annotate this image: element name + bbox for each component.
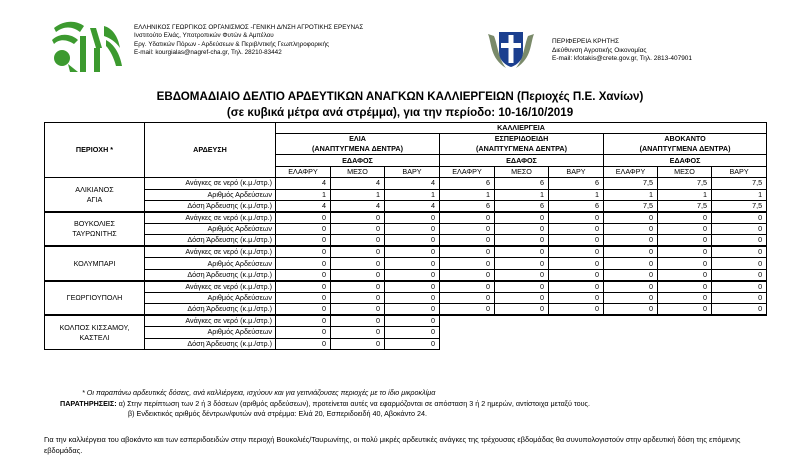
- value-cell: 0: [604, 269, 658, 281]
- value-cell: 0: [440, 246, 495, 258]
- table-row: [45, 281, 767, 293]
- soil-light: ΕΛΑΦΡΥ: [440, 166, 495, 177]
- value-cell: 0: [495, 223, 549, 234]
- bulletin-subtitle: (σε κυβικά μέτρα ανά στρέμμα), για την περίοδο: 10-16/10/2019: [226, 106, 574, 119]
- empty-cell: [549, 338, 604, 349]
- value-cell: 0: [440, 304, 495, 316]
- row-label: Αριθμός Αρδεύσεων: [145, 292, 276, 303]
- crops-header: ΚΑΛΛΙΕΡΓΕΙΑ: [276, 123, 767, 134]
- value-cell: 0: [712, 212, 767, 224]
- value-cell: 0: [276, 292, 331, 303]
- value-cell: 0: [440, 212, 495, 224]
- value-cell: 0: [440, 258, 495, 269]
- table-row: [45, 189, 767, 200]
- org-line-2: Ινστιτούτο Ελιάς, Υποτροπικών Φυτών & Αμπέλου: [134, 32, 274, 40]
- region-line-3: E-mail: kfotakis@crete.gov.gr, Τηλ. 2813-407901: [552, 55, 693, 63]
- value-cell: 0: [658, 246, 712, 258]
- value-cell: 6: [549, 200, 604, 212]
- value-cell: 0: [658, 304, 712, 316]
- value-cell: 0: [385, 269, 440, 281]
- value-cell: 0: [495, 235, 549, 247]
- value-cell: 0: [385, 338, 440, 349]
- value-cell: 1: [549, 189, 604, 200]
- value-cell: 0: [712, 269, 767, 281]
- remarks-label: ΠΑΡΑΤΗΡΗΣΕΙΣ:: [60, 398, 117, 408]
- value-cell: 0: [385, 223, 440, 234]
- value-cell: 0: [385, 292, 440, 303]
- value-cell: 7,5: [604, 178, 658, 189]
- value-cell: 0: [385, 281, 440, 293]
- table-row: [45, 315, 767, 327]
- region-name: [45, 212, 145, 246]
- value-cell: 1: [440, 189, 495, 200]
- soil-medium: ΜΕΣΟ: [331, 166, 385, 177]
- empty-cell: [495, 338, 549, 349]
- soil-header: ΕΔΑΦΟΣ: [440, 155, 604, 166]
- value-cell: 0: [604, 223, 658, 234]
- value-cell: 7,5: [712, 178, 767, 189]
- notes: [60, 388, 590, 420]
- table-row: [45, 235, 767, 247]
- value-cell: 1: [495, 189, 549, 200]
- value-cell: 0: [331, 338, 385, 349]
- value-cell: 0: [658, 269, 712, 281]
- value-cell: 4: [331, 178, 385, 189]
- value-cell: 6: [495, 178, 549, 189]
- table-row: [45, 269, 767, 281]
- value-cell: 0: [276, 235, 331, 247]
- row-label: Αριθμός Αρδεύσεων: [145, 327, 276, 338]
- value-cell: 6: [549, 178, 604, 189]
- table-row: [45, 304, 767, 316]
- value-cell: 0: [385, 212, 440, 224]
- empty-cell: [549, 315, 604, 327]
- table-row: [45, 292, 767, 303]
- value-cell: 0: [385, 258, 440, 269]
- table-row: [45, 178, 767, 189]
- empty-cell: [604, 315, 658, 327]
- value-cell: 0: [276, 327, 331, 338]
- star-note: * Οι παραπάνω αρδευτικές δόσεις, ανά καλλιέργεια, ισχύουν και για γειτνιάζουσες περιοχές με το ίδιο μικροκλίμα: [82, 388, 436, 397]
- irrigation-table: [44, 122, 767, 350]
- region-name: [45, 281, 145, 315]
- region-name-line: ΑΛΙΚΙΑΝΟΣ: [75, 184, 114, 194]
- value-cell: 0: [331, 246, 385, 258]
- value-cell: 0: [385, 304, 440, 316]
- row-label: Δόση Άρδευσης (κ.μ./στρ.): [145, 235, 276, 247]
- region-name: [45, 315, 145, 349]
- empty-cell: [495, 327, 549, 338]
- empty-cell: [604, 338, 658, 349]
- value-cell: 4: [276, 200, 331, 212]
- crop-olive: [276, 134, 440, 155]
- value-cell: 0: [658, 281, 712, 293]
- row-label: Αριθμός Αρδεύσεων: [145, 258, 276, 269]
- region-name: [45, 246, 145, 280]
- value-cell: 0: [331, 304, 385, 316]
- crop-avocado: [604, 134, 767, 155]
- value-cell: 0: [604, 292, 658, 303]
- empty-cell: [495, 315, 549, 327]
- row-label: Ανάγκες σε νερό (κ.μ./στρ.): [145, 212, 276, 224]
- row-label: Ανάγκες σε νερό (κ.μ./στρ.): [145, 281, 276, 293]
- value-cell: 0: [712, 246, 767, 258]
- table-row: [45, 246, 767, 258]
- value-cell: 1: [276, 189, 331, 200]
- value-cell: 0: [385, 235, 440, 247]
- value-cell: 0: [276, 212, 331, 224]
- region-name-line: ΚΟΛΥΜΠΑΡΙ: [73, 258, 116, 268]
- header-right-text: [552, 38, 692, 64]
- remark-a-line: [60, 399, 590, 410]
- soil-medium: ΜΕΣΟ: [658, 166, 712, 177]
- crop-sub: (ΑΝΑΠΤΥΓΜΕΝΑ ΔΕΝΤΡΑ): [312, 144, 403, 154]
- row-label: Δόση Άρδευσης (κ.μ./στρ.): [145, 200, 276, 212]
- region-name-line: ΤΑΥΡΩΝΙΤΗΣ: [72, 229, 117, 239]
- row-label: Ανάγκες σε νερό (κ.μ./στρ.): [145, 178, 276, 189]
- value-cell: 0: [495, 246, 549, 258]
- soil-heavy: ΒΑΡΥ: [549, 166, 604, 177]
- table-row: [45, 200, 767, 212]
- crop-sub: (ΑΝΑΠΤΥΓΜΕΝΑ ΔΕΝΤΡΑ): [476, 144, 567, 154]
- value-cell: 0: [331, 269, 385, 281]
- value-cell: 0: [440, 269, 495, 281]
- value-cell: 0: [658, 235, 712, 247]
- value-cell: 0: [658, 292, 712, 303]
- value-cell: 0: [495, 258, 549, 269]
- remark-b: β) Ενδεικτικός αριθμός δέντρων/φυτών ανά στρέμμα: Ελιά 20, Εσπεριδοειδή 40, Αβοκάντο 24.: [128, 409, 427, 418]
- value-cell: 0: [276, 281, 331, 293]
- bulletin-title: ΕΒΔΟΜΑΔΙΑΙΟ ΔΕΛΤΙΟ ΑΡΔΕΥΤΙΚΩΝ ΑΝΑΓΚΩΝ ΚΑΛΛΙΕΡΓΕΙΩΝ (Περιοχές Π.Ε. Χανίων): [156, 90, 644, 103]
- region-line-2: Διεύθυνση Αγροτικής Οικονομίας: [552, 46, 647, 54]
- value-cell: 0: [495, 292, 549, 303]
- value-cell: 0: [276, 315, 331, 327]
- crop-sub: (ΑΝΑΠΤΥΓΜΕΝΑ ΔΕΝΤΡΑ): [639, 144, 731, 154]
- table-row: [45, 223, 767, 234]
- greek-emblem: [482, 28, 540, 72]
- row-label: Δόση Άρδευσης (κ.μ./στρ.): [145, 304, 276, 316]
- region-name-line: ΒΟΥΚΟΛΙΕΣ: [73, 219, 115, 229]
- value-cell: 0: [276, 269, 331, 281]
- table-row: [45, 258, 767, 269]
- region-line-1: ΠΕΡΙΦΕΡΕΙΑ ΚΡΗΤΗΣ: [552, 38, 619, 45]
- empty-cell: [658, 327, 712, 338]
- col-header-region: ΠΕΡΙΟΧΗ *: [45, 123, 145, 178]
- value-cell: 0: [549, 269, 604, 281]
- row-label: Ανάγκες σε νερό (κ.μ./στρ.): [145, 315, 276, 327]
- value-cell: 0: [712, 223, 767, 234]
- value-cell: 4: [385, 178, 440, 189]
- footer-note: Για την καλλιέργεια του αβοκάντο και των εσπεριδοειδών στην περιοχή Βουκολιές/Ταυρωνίτης, οι πολύ μικρές αρδευτικές ανάγκες της τρέχουσας εβδομάδας θα συνυπολογιστούν στην αρδευτική δόση της επόμενης εβδομάδας.: [44, 435, 741, 455]
- region-name-line: ΚΑΣΤΕΛΙ: [79, 332, 110, 342]
- header-left: [50, 18, 390, 80]
- table-row: [45, 212, 767, 224]
- value-cell: 0: [385, 246, 440, 258]
- value-cell: 0: [440, 281, 495, 293]
- value-cell: 7,5: [712, 200, 767, 212]
- value-cell: 6: [495, 200, 549, 212]
- value-cell: 4: [385, 200, 440, 212]
- value-cell: 0: [331, 258, 385, 269]
- value-cell: 0: [331, 212, 385, 224]
- row-label: Αριθμός Αρδεύσεων: [145, 189, 276, 200]
- table-row: [45, 338, 767, 349]
- value-cell: 0: [276, 258, 331, 269]
- empty-cell: [440, 315, 495, 327]
- value-cell: 0: [495, 212, 549, 224]
- value-cell: 0: [604, 281, 658, 293]
- remark-a: α) Στην περίπτωση των 2 ή 3 δόσεων (αριθμός αρδεύσεων), προτείνεται αυτές να εφαρμόζονται σε απόσταση 3 ή 2 ημερών, αντίστοιχα μεταξύ τους.: [118, 398, 591, 408]
- value-cell: 0: [604, 258, 658, 269]
- col-header-irrigation: ΑΡΔΕΥΣΗ: [145, 123, 276, 178]
- org-line-4: E-mail: kourgialas@nagref-cha.gr, Τηλ. 28210-83442: [134, 49, 282, 57]
- value-cell: 0: [658, 223, 712, 234]
- value-cell: 0: [549, 212, 604, 224]
- region-name-line: ΓΕΩΡΓΙΟΥΠΟΛΗ: [66, 292, 123, 302]
- soil-heavy: ΒΑΡΥ: [385, 166, 440, 177]
- value-cell: 0: [495, 304, 549, 316]
- value-cell: 0: [331, 292, 385, 303]
- value-cell: 0: [549, 246, 604, 258]
- value-cell: 0: [604, 212, 658, 224]
- value-cell: 0: [549, 235, 604, 247]
- value-cell: 0: [549, 223, 604, 234]
- value-cell: 0: [331, 223, 385, 234]
- row-label: Δόση Άρδευσης (κ.μ./στρ.): [145, 338, 276, 349]
- value-cell: 0: [712, 281, 767, 293]
- value-cell: 7,5: [658, 200, 712, 212]
- value-cell: 1: [385, 189, 440, 200]
- empty-cell: [549, 327, 604, 338]
- value-cell: 7,5: [658, 178, 712, 189]
- soil-header: ΕΔΑΦΟΣ: [604, 155, 767, 166]
- region-name-line: ΑΓΙΑ: [86, 194, 103, 204]
- value-cell: 0: [712, 258, 767, 269]
- value-cell: 0: [331, 315, 385, 327]
- value-cell: 0: [276, 223, 331, 234]
- value-cell: 0: [331, 235, 385, 247]
- value-cell: 0: [604, 235, 658, 247]
- row-label: Δόση Άρδευσης (κ.μ./στρ.): [145, 269, 276, 281]
- value-cell: 0: [712, 304, 767, 316]
- empty-cell: [604, 327, 658, 338]
- value-cell: 0: [495, 269, 549, 281]
- value-cell: 4: [331, 200, 385, 212]
- value-cell: 0: [440, 292, 495, 303]
- header-left-text: [134, 24, 363, 58]
- value-cell: 0: [549, 258, 604, 269]
- row-label: Ανάγκες σε νερό (κ.μ./στρ.): [145, 246, 276, 258]
- org-line-1: ΕΛΛΗΝΙΚΟΣ ΓΕΩΡΓΙΚΟΣ ΟΡΓΑΝΙΣΜΟΣ -ΓΕΝΙΚΗ Δ/ΝΣΗ ΑΓΡΟΤΙΚΗΣ ΕΡΕΥΝΑΣ: [134, 24, 364, 31]
- nagref-logo: [50, 18, 128, 74]
- crop-name: ΕΣΠΕΡΙΔΟΕΙΔΗ: [494, 134, 549, 144]
- soil-header: ΕΔΑΦΟΣ: [276, 155, 440, 166]
- crop-name: ΕΛΙΑ: [349, 134, 366, 144]
- value-cell: 0: [604, 304, 658, 316]
- empty-cell: [440, 338, 495, 349]
- value-cell: 6: [440, 178, 495, 189]
- value-cell: 0: [385, 315, 440, 327]
- value-cell: 1: [712, 189, 767, 200]
- value-cell: 0: [712, 235, 767, 247]
- value-cell: 0: [276, 338, 331, 349]
- value-cell: 1: [604, 189, 658, 200]
- value-cell: 0: [440, 223, 495, 234]
- value-cell: 0: [276, 246, 331, 258]
- value-cell: 0: [549, 281, 604, 293]
- value-cell: 0: [440, 235, 495, 247]
- value-cell: 0: [495, 281, 549, 293]
- empty-cell: [440, 327, 495, 338]
- value-cell: 7,5: [604, 200, 658, 212]
- value-cell: 0: [549, 304, 604, 316]
- region-body: [45, 178, 767, 350]
- value-cell: 0: [604, 246, 658, 258]
- value-cell: 6: [440, 200, 495, 212]
- value-cell: 0: [331, 281, 385, 293]
- empty-cell: [712, 315, 767, 327]
- soil-heavy: ΒΑΡΥ: [712, 166, 767, 177]
- value-cell: 0: [385, 327, 440, 338]
- value-cell: 0: [712, 292, 767, 303]
- crop-name: ΑΒΟΚΑΝΤΟ: [664, 134, 706, 144]
- empty-cell: [658, 315, 712, 327]
- empty-cell: [712, 338, 767, 349]
- empty-cell: [658, 338, 712, 349]
- table-row: [45, 327, 767, 338]
- soil-medium: ΜΕΣΟ: [495, 166, 549, 177]
- value-cell: 1: [331, 189, 385, 200]
- value-cell: 0: [331, 327, 385, 338]
- value-cell: 0: [276, 304, 331, 316]
- region-name: [45, 178, 145, 212]
- region-name-line: ΚΟΛΠΟΣ ΚΙΣΣΑΜΟΥ,: [59, 322, 130, 332]
- header-right: [482, 28, 782, 78]
- soil-light: ΕΛΑΦΡΥ: [604, 166, 658, 177]
- value-cell: 1: [658, 189, 712, 200]
- value-cell: 4: [276, 178, 331, 189]
- org-line-3: Εργ. Υδατικών Πόρων - Αρδεύσεων & Περιβ/ντικής Γεωπληροφορικής: [134, 40, 329, 48]
- value-cell: 0: [549, 292, 604, 303]
- empty-cell: [712, 327, 767, 338]
- value-cell: 0: [658, 258, 712, 269]
- row-label: Αριθμός Αρδεύσεων: [145, 223, 276, 234]
- soil-light: ΕΛΑΦΡΥ: [276, 166, 331, 177]
- value-cell: 0: [658, 212, 712, 224]
- crop-citrus: [440, 134, 604, 155]
